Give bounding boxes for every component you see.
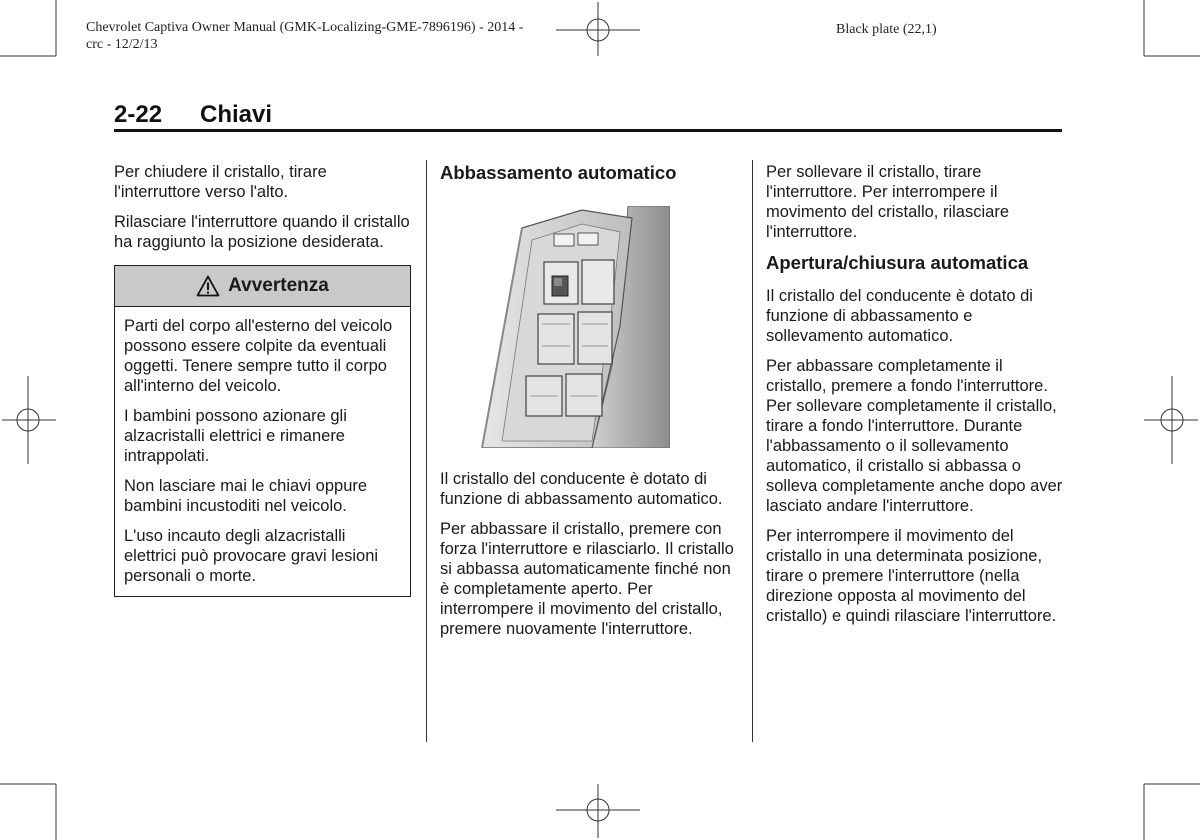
- warning-title: Avvertenza: [228, 275, 329, 296]
- warning-paragraph: Parti del corpo all'esterno del veicolo possono essere colpite da eventuali oggetti. Tenere sempre tutto il corpo all'interno del veicolo.: [124, 317, 393, 395]
- paragraph: Il cristallo del conducente è dotato di funzione di abbassamento e sollevamento automatico.: [766, 287, 1033, 345]
- manual-title-line: Chevrolet Captiva Owner Manual (GMK-Localizing-GME-7896196) - 2014 -: [86, 20, 524, 35]
- subsection-heading: Abbassamento automatico: [440, 162, 677, 183]
- registration-mark-left: [2, 376, 56, 464]
- warning-box: [114, 265, 411, 597]
- column-divider: [426, 160, 427, 742]
- plate-label: Black plate (22,1): [836, 22, 937, 37]
- paragraph: Per abbassare il cristallo, premere con forza l'interruttore e rilasciarlo. Il cristallo si abbassa automaticamente finché non è completamente aperto. Per interrompere il movimento del cristallo, premere nuovamente l'interruttore.: [440, 520, 734, 638]
- print-date-line: crc - 12/2/13: [86, 37, 158, 52]
- warning-header: [115, 266, 410, 307]
- paragraph: Per interrompere il movimento del cristallo in una determinata posizione, tirare o premere l'interruttore (nella direzione opposta al movimento del cristallo) e quindi rilasciare l'interruttore.: [766, 527, 1057, 625]
- column-divider: [752, 160, 753, 742]
- column-3: [766, 162, 1064, 636]
- page-number: 2-22: [114, 101, 163, 128]
- paragraph: Rilasciare l'interruttore quando il cristallo ha raggiunto la posizione desiderata.: [114, 213, 410, 251]
- warning-paragraph: I bambini possono azionare gli alzacristalli elettrici e rimanere intrappolati.: [124, 407, 347, 465]
- warning-triangle-icon: [196, 275, 220, 297]
- warning-paragraph: L'uso incauto degli alzacristalli elettrici può provocare gravi lesioni personali o morte.: [124, 527, 379, 585]
- section-rule: [114, 129, 1062, 132]
- paragraph: Il cristallo del conducente è dotato di funzione di abbassamento automatico.: [440, 470, 723, 508]
- subsection-heading: Apertura/chiusura automatica: [766, 252, 1029, 273]
- paragraph: Per abbassare completamente il cristallo, premere a fondo l'interruttore. Per sollevare completamente il cristallo, tirare a fondo l'interruttore. Durante l'abbassamento o il sollevamento automatico, il cristallo si abbassa o solleva completamente anche dopo aver lasciato andare l'interruttore.: [766, 357, 1063, 515]
- warning-body: [115, 307, 410, 586]
- print-header: [86, 19, 523, 53]
- paragraph: Per chiudere il cristallo, tirare l'interruttore verso l'alto.: [114, 163, 327, 201]
- registration-mark-top: [556, 2, 640, 56]
- column-2: [440, 162, 740, 649]
- column-1: [114, 162, 412, 597]
- section-title: Chiavi: [200, 101, 273, 128]
- registration-mark-right: [1144, 376, 1198, 464]
- paragraph: Per sollevare il cristallo, tirare l'interruttore. Per interrompere il movimento del cristallo, rilasciare l'interruttore.: [766, 163, 1009, 241]
- registration-mark-bottom: [556, 784, 640, 838]
- window-switch-illustration: [442, 206, 670, 448]
- warning-paragraph: Non lasciare mai le chiavi oppure bambini incustoditi nel veicolo.: [124, 477, 368, 515]
